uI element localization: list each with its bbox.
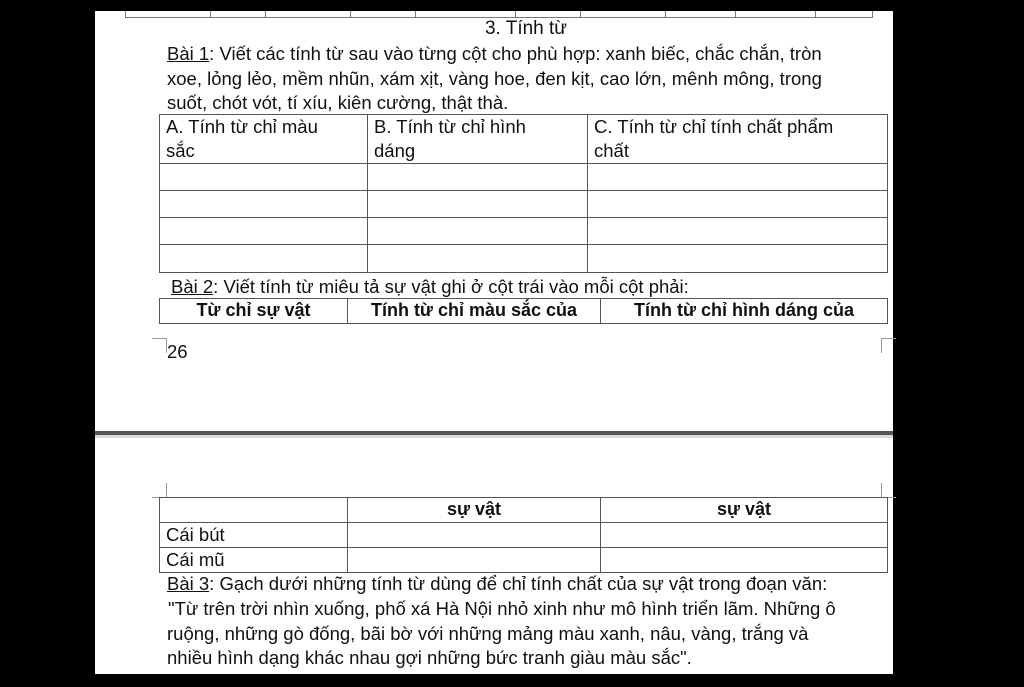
table-header-row <box>160 115 888 164</box>
bai2-line: Bài 2: Viết tính từ miêu tả sự vật ghi ở cột trái vào mỗi cột phải: <box>171 276 689 297</box>
row-label: Cái bút <box>160 523 348 548</box>
header-object: Từ chỉ sự vật <box>160 299 348 324</box>
table-row <box>160 164 888 191</box>
table-top-fragment <box>125 11 873 18</box>
header-color: A. Tính từ chỉ màu sắc <box>160 115 368 164</box>
page-number: 26 <box>167 341 188 362</box>
header-quality: C. Tính từ chỉ tính chất phẩm chất <box>588 115 888 164</box>
header-shape-of: Tính từ chỉ hình dáng của <box>601 299 888 324</box>
header-color-of: Tính từ chỉ màu sắc của <box>348 299 601 324</box>
row-label: Cái mũ <box>160 548 348 573</box>
table-header-continued: sự vật sự vật <box>160 498 888 523</box>
header-shape: B. Tính từ chỉ hình dáng <box>368 115 588 164</box>
bai3-quote-line-2: ruộng, những gò đống, bãi bờ với những mảng màu xanh, nâu, vàng, trắng và <box>167 623 809 644</box>
table-row <box>160 548 888 573</box>
table-row <box>160 523 888 548</box>
bai3-quote-line-3: nhiều hình dạng khác nhau gợi những bức tranh giàu màu sắc". <box>167 647 692 668</box>
margin-mark <box>152 483 167 498</box>
bai2-table-header <box>159 298 888 324</box>
bai2-table-body <box>159 497 888 573</box>
margin-mark <box>881 338 896 353</box>
bai1-table <box>159 114 888 273</box>
bai1-line-3: suốt, chót vót, tí xíu, kiên cường, thật thà. <box>167 92 509 113</box>
section-title: 3. Tính từ <box>484 18 568 39</box>
bai1-label: Bài 1 <box>167 43 210 64</box>
margin-mark <box>152 338 167 353</box>
bai1-line-1: Bài 1: Viết các tính từ sau vào từng cột cho phù hợp: xanh biếc, chắc chắn, tròn <box>167 43 822 64</box>
table-row <box>160 191 888 218</box>
bai1-line-2: xoe, lỏng lẻo, mềm nhũn, xám xịt, vàng hoe, đen kịt, cao lớn, mênh mông, trong <box>167 68 822 89</box>
bai3-label: Bài 3 <box>167 573 210 594</box>
margin-mark <box>881 483 896 498</box>
bai2-label: Bài 2 <box>171 276 214 297</box>
bai3-line: Bài 3: Gạch dưới những tính từ dùng để chỉ tính chất của sự vật trong đoạn văn: <box>167 573 828 594</box>
table-row <box>160 218 888 245</box>
table-row <box>160 245 888 273</box>
bai3-quote-line-1: "Từ trên trời nhìn xuống, phố xá Hà Nội nhỏ xinh như mô hình triển lãm. Những ô <box>168 598 836 619</box>
